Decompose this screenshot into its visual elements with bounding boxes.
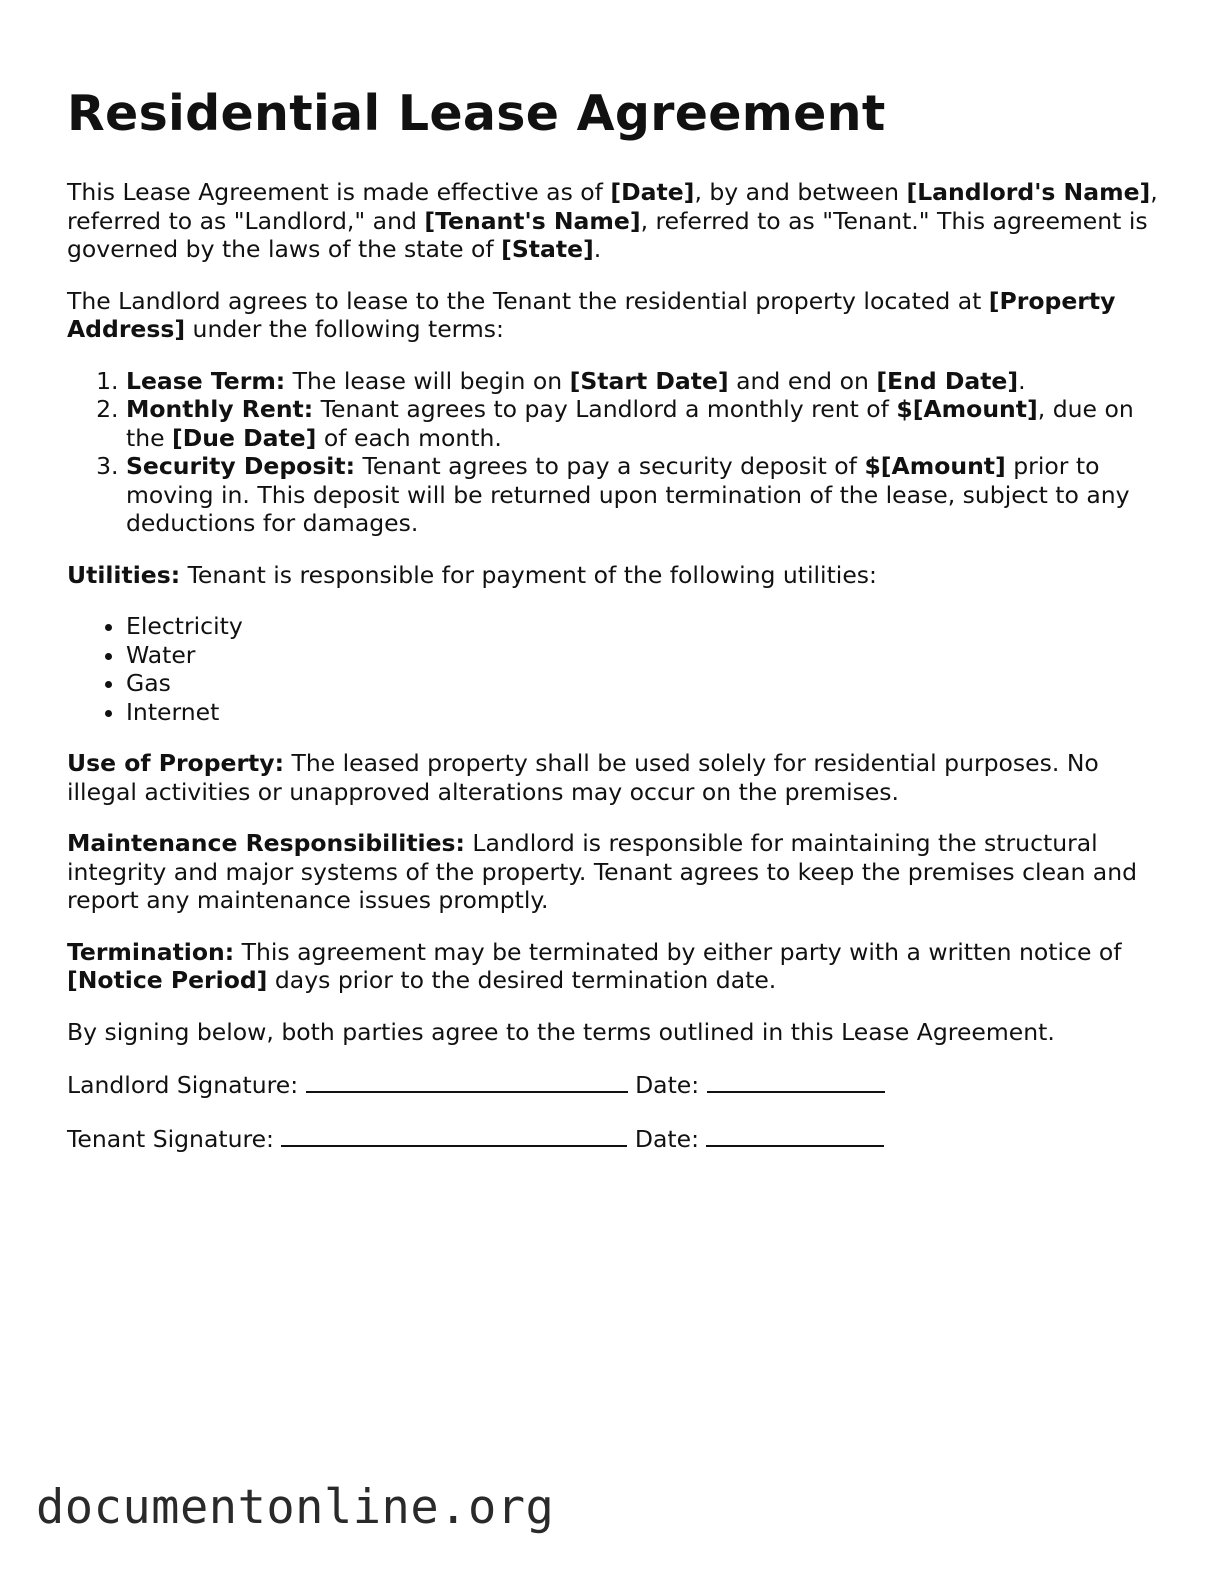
- notice-period-placeholder: [Notice Period]: [67, 966, 268, 994]
- end-date-placeholder: [End Date]: [876, 366, 1019, 395]
- term-label: Lease Term:: [126, 366, 286, 395]
- start-date-placeholder: [Start Date]: [569, 366, 729, 395]
- use-of-property-label: Use of Property:: [67, 749, 284, 777]
- termination-text: days prior to the desired termination date.: [267, 966, 777, 994]
- list-item: • Gas: [126, 669, 1167, 698]
- term-text: of each month.: [316, 423, 502, 452]
- term-text: , due on the: [126, 395, 1134, 452]
- term-text: and end on: [728, 366, 877, 395]
- tenant-signature-row: [67, 1123, 1167, 1154]
- utilities-paragraph: [67, 561, 1167, 590]
- terms-list: [67, 367, 1167, 538]
- use-of-property-text: The leased property shall be used solely for residential purposes. No illegal activities or unapproved alterations may occur on the premises.: [67, 749, 1099, 806]
- list-item: • Internet: [126, 698, 1167, 727]
- tenant-signature-line[interactable]: [281, 1123, 627, 1147]
- list-item: • Electricity: [126, 612, 1167, 641]
- term-text: prior to moving in. This deposit will be returned upon termination of the lease, subject to any deductions for damages.: [126, 452, 1130, 537]
- intro-paragraph: [67, 178, 1167, 264]
- due-date-placeholder: [Due Date]: [172, 423, 317, 452]
- tenant-date-line[interactable]: [706, 1123, 884, 1147]
- term-text: The lease will begin on: [285, 366, 570, 395]
- term-text: .: [1018, 366, 1026, 395]
- maintenance-text: Landlord is responsible for maintaining the structural integrity and major systems of the property. Tenant agrees to keep the premises clean and report any maintenance issues promptly.: [67, 829, 1138, 914]
- landlord-signature-line[interactable]: [306, 1069, 628, 1093]
- term-item-security-deposit: [126, 452, 1167, 538]
- intro-text: , referred to as "Tenant." This agreement is governed by the laws of the state of: [67, 206, 1148, 263]
- rent-amount-placeholder: $[Amount]: [896, 395, 1038, 423]
- property-paragraph: [67, 287, 1167, 344]
- utilities-label: Utilities:: [67, 560, 181, 589]
- term-text: Tenant agrees to pay Landlord a monthly rent of: [313, 395, 897, 423]
- term-item-monthly-rent: [126, 395, 1167, 452]
- landlord-signature-row: [67, 1069, 1167, 1100]
- termination-text: This agreement may be terminated by either party with a written notice of: [234, 937, 1122, 966]
- utilities-text: Tenant is responsible for payment of the following utilities:: [180, 560, 877, 589]
- maintenance-label: Maintenance Responsibilities:: [67, 829, 465, 857]
- tenant-name-placeholder: [Tenant's Name]: [424, 206, 641, 235]
- tenant-signature-label: Tenant Signature:: [67, 1124, 282, 1153]
- intro-text: , by and between: [694, 178, 907, 206]
- term-item-lease-term: [126, 367, 1167, 396]
- maintenance-paragraph: [67, 829, 1167, 915]
- use-of-property-paragraph: [67, 749, 1167, 806]
- date-label: Date:: [627, 1124, 707, 1153]
- document-page: [67, 84, 1167, 1176]
- termination-label: Termination:: [67, 937, 235, 966]
- termination-paragraph: [67, 938, 1167, 995]
- state-placeholder: [State]: [501, 235, 594, 263]
- closing-paragraph: By signing below, both parties agree to the terms outlined in this Lease Agreement.: [67, 1017, 1055, 1046]
- intro-text: This Lease Agreement is made effective as of: [67, 178, 611, 206]
- property-address-placeholder: [Property Address]: [67, 286, 1116, 343]
- landlord-date-line[interactable]: [707, 1069, 885, 1093]
- effective-date-placeholder: [Date]: [610, 178, 695, 206]
- term-text: Tenant agrees to pay a security deposit of: [355, 452, 865, 480]
- utilities-list: [67, 612, 1167, 726]
- term-label: Security Deposit:: [126, 452, 355, 480]
- document-title: Residential Lease Agreement: [67, 85, 886, 142]
- term-label: Monthly Rent:: [126, 395, 314, 423]
- date-label: Date:: [627, 1071, 707, 1099]
- deposit-amount-placeholder: $[Amount]: [864, 452, 1006, 480]
- list-item: • Water: [126, 641, 1167, 670]
- landlord-name-placeholder: [Landlord's Name]: [906, 178, 1151, 206]
- watermark: documentonline.org: [36, 1480, 555, 1535]
- intro-text: .: [593, 235, 602, 263]
- intro-text: , referred to as "Landlord," and: [67, 178, 1158, 235]
- property-text: under the following terms:: [185, 315, 504, 343]
- property-text: The Landlord agrees to lease to the Tenant the residential property located at: [67, 286, 989, 315]
- landlord-signature-label: Landlord Signature:: [67, 1071, 306, 1099]
